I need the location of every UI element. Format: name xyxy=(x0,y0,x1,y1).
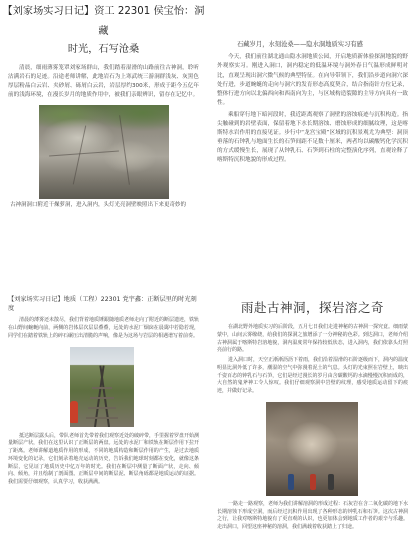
person-figure-icon xyxy=(288,474,294,490)
article-paragraph: 在湖北野外地质实习的后阶段，五月七日我们走进神秘的古神洞一探究竟。细雨蒙蒙中，山间云雾缭绕，给我们的探洞之旅增添了一分神秘的色彩。到达洞口，老师介绍古神洞属于喀斯特岩溶地貌，洞内温度常年保持较低状态，进入洞内，我们依靠头灯照亮前行的路。 xyxy=(217,324,409,354)
railway-fault-photo xyxy=(70,347,134,427)
cave-interior-photo xyxy=(266,402,358,496)
person-figure-icon xyxy=(328,474,334,490)
rock-outcrop-photo xyxy=(39,105,169,199)
article-title: 【刘家场实习日记】地质（工程）22301 党宇鑫：正断层里的时光刻度 xyxy=(8,296,197,312)
photo-caption: 古神洞洞口附近干燥萝洞，进入洞内，头灯光亮洞壁映照出下来更奇妙的 xyxy=(10,201,187,208)
article-paragraph: 清晨的薄雾还未散尽，我们背着地质锤跟随地质老师走向了附近的断层遗迹，铁轨在山野间蜿蜒向前，两侧的岩体层次层层叠叠，远处的水泥厂烟囱在晨霭中若隐若现，同学们在踏着铁轨上的碎石碾压出清脆的声响，像是为这场与岩层的相遇谱写着前奏。 xyxy=(8,317,200,339)
article-panel-gushen-cave xyxy=(211,290,414,553)
article-paragraph: 抵达断层露头后，带队老师首先带着我们观察近处的破碎带，手里握着罗盘开始测量断层产状，我们在这里认识了正断层的两盘。远处的水泥厂和铁轨在断层作用下拉开了距离。老师讲解道地质作用的形成，不同的地质构造和断层作用的产生，是过去地质环境变化的记录，它们刻录着地壳运动的历史，告诉我们地球时刻都在变化，就像这条断层，它见证了地质历史中亿万年的时光。我们在断层中测量了断面产状，走向、倾向、倾角，并且绘制了剖面图。正断层中间的断层泥、断层角砾都是地质运动的证据。我们需要仔细观察，认真学习，收获满满。 xyxy=(8,432,200,486)
article-panel-liu-jiachang-hou xyxy=(2,2,205,264)
person-figure-icon xyxy=(310,474,316,490)
article-paragraph: 乘船穿行地下暗河段时，我近距离观察了洞壁的溶蚀痕迹与沉积构造。指尖触碰到的岩壁表面，保留着地下水长期溶蚀、磨蚀形成的细腻纹理，这是喀斯特水岩作用的直接见证。步行中“龙宫宝殿”区域的沉积景观尤为典型：洞顶垂落的石钟乳与地面生长的石笋间距不足数十厘米，两者均以碳酸钙化学沉积的方式缓慢生长，展现了从钟乳石、石笋到石柱的完整演化序列，直观诠释了喀斯特沉积地貌的形成过程。 xyxy=(217,111,408,163)
article-subhead: 石藏岁月，水刻沧桑——隐水洞地质实习有感 xyxy=(237,41,363,48)
article-title-line2: 时光，石写沧桑 xyxy=(67,43,140,55)
article-title-line1: 【刘家场实习日记】资工 22301 侯宝怡：洞藏 xyxy=(2,6,205,37)
article-paragraph: 一路走一路观察，老师为我们讲解溶洞的形成过程：石灰岩在含二氧化碳的地下水长期溶蚀下形成空洞，而后经过沉积作用出现了各种形态的钟乳石和石笋。这次古神洞之行，让我对喀斯特地貌有了更直观的认识，也更加体会到地质工作者的艰辛与乐趣。走出洞口，回望这座神秘的溶洞，我们满载着收获踏上了归途。 xyxy=(217,500,409,530)
article-panel-yinshui-cave xyxy=(211,2,414,264)
article-paragraph: 进入洞口时，天空正淅淅沥沥下着雨，我们沿着湿滑的石阶逐级而下，洞内的温度明显比洞外低了许多，潮湿的空气中弥漫着泥土的气息。头灯的光束照在岩壁上，映出千姿百态的钟乳石与石笋，它们是经过漫长的岁月由含碳酸钙的水滴慢慢沉积而成的，大自然的鬼斧神工令人惊叹。我们仔细观察洞中岩壁的纹理，感受地质运动留下的痕迹，并做好记录。 xyxy=(217,357,409,394)
article-paragraph: 清晨，细雨薄雾笼罩刘家场群山，我们踏着湿滑的山路前往古神洞，聆听沽满岩石的足迹。沿途老师讲解，此地岩石为上寒武统三游洞群浅灰、灰黑色厚层粉晶白云岩、夹砂屑、砾屑白云岩，岩层厚约300米，形成于距今五亿年前的浅海环境，在漫长岁月的地质作用中，被我们亲眼辨识，留存在记忆中。 xyxy=(8,64,199,98)
article-panel-dang-yuxin xyxy=(2,290,205,553)
article-paragraph: 今天，我们前往湖北通山隐水洞地质公园，开启地质新体验探洞地貌的野外观察实习。刚进入洞口，洞内稳定的低温环境与洞外春日气温形成鲜明对比，直观呈现出洞穴微气候的典型特征。在向导带领下，我们沿步道向洞穴深处行进，步道蜿蜒的走向与洞穴的发育形态高度契合，结合指南针方位记录，整体行进方向以北偏西向和西南向为主，与区域构造裂隙的主导方向具有一致性。 xyxy=(217,54,408,106)
article-title: 雨赴古神洞，探岩溶之奇 xyxy=(240,300,384,315)
person-figure-icon xyxy=(70,401,78,423)
